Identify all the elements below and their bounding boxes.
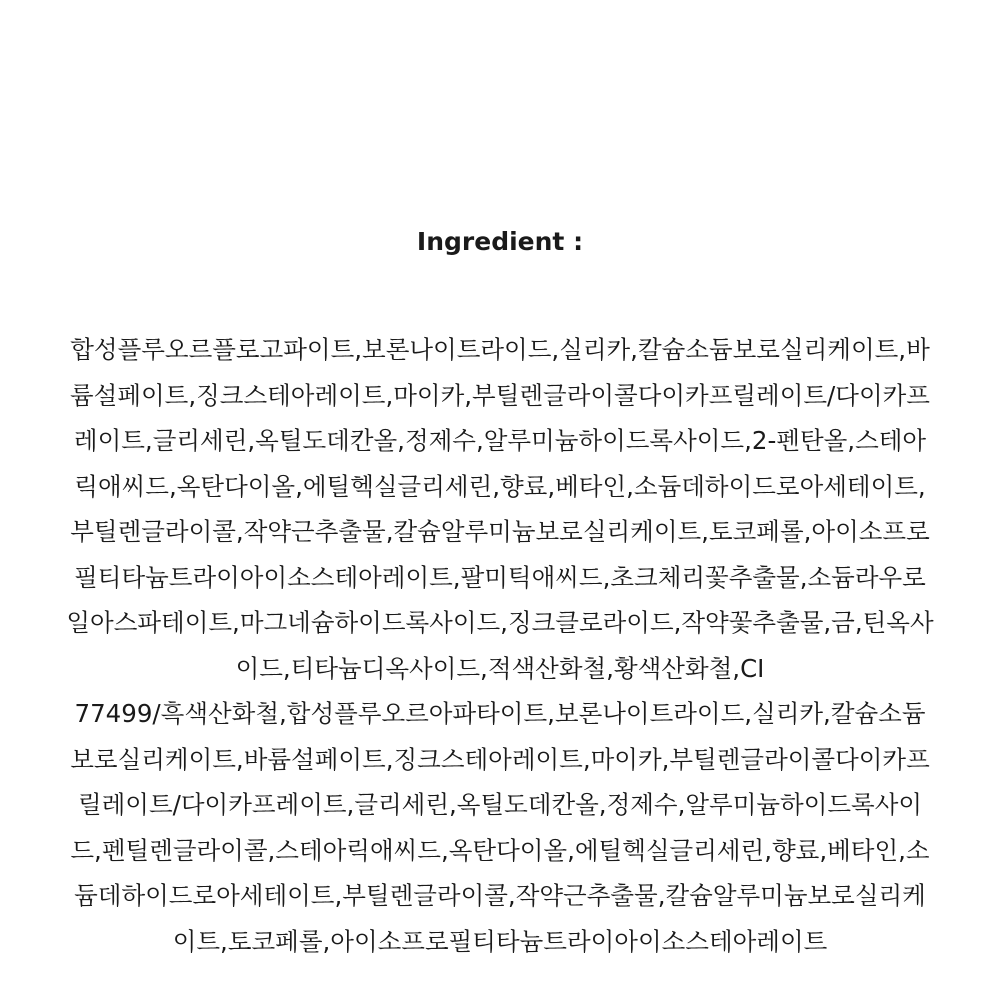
ingredient-line: 릭애씨드,옥탄다이올,에틸헥실글리세린,향료,베타인,소듐데하이드로아세테이트, xyxy=(74,471,926,501)
ingredient-line: 레이트,글리세린,옥틸도데칸올,정제수,알루미늄하이드록사이드,2-펜탄올,스테아 xyxy=(73,426,927,455)
ingredient-list xyxy=(52,327,948,964)
ingredient-line: 77499/흑색산화철,합성플루오르아파타이트,보론나이트라이드,실리카,칼슘소듐 xyxy=(74,699,926,728)
ingredient-line: 듐데하이드로아세테이트,부틸렌글라이콜,작약근추출물,칼슘알루미늄보로실리케 xyxy=(74,881,926,910)
ingredient-heading: Ingredient : xyxy=(416,227,584,256)
ingredient-line: 이트,토코페롤,아이소프로필티타늄트라이아이소스테아레이트 xyxy=(172,926,828,956)
ingredient-line: 필티타늄트라이아이소스테아레이트,팔미틱애씨드,초크체리꽃추출물,소듐라우로 xyxy=(74,562,926,592)
ingredient-line: 합성플루오르플로고파이트,보론나이트라이드,실리카,칼슘소듐보로실리케이트,바 xyxy=(70,335,930,364)
ingredient-line: 륨설페이트,징크스테아레이트,마이카,부틸렌글라이콜다이카프릴레이트/다이카프 xyxy=(70,380,930,410)
ingredient-line: 릴레이트/다이카프레이트,글리세린,옥틸도데칸올,정제수,알루미늄하이드록사이 xyxy=(77,790,923,819)
ingredient-line: 이드,티타늄디옥사이드,적색산화철,황색산화철,CI xyxy=(235,653,765,683)
ingredient-line: 드,펜틸렌글라이콜,스테아릭애씨드,옥탄다이올,에틸헥실글리세린,향료,베타인,소 xyxy=(70,835,930,865)
ingredient-line: 일아스파테이트,마그네슘하이드록사이드,징크클로라이드,작약꽃추출물,금,틴옥사 xyxy=(66,608,934,637)
ingredient-line: 보로실리케이트,바륨설페이트,징크스테아레이트,마이카,부틸렌글라이콜다이카프 xyxy=(70,744,930,774)
ingredient-line: 부틸렌글라이콜,작약근추출물,칼슘알루미늄보로실리케이트,토코페롤,아이소프로 xyxy=(70,517,930,546)
